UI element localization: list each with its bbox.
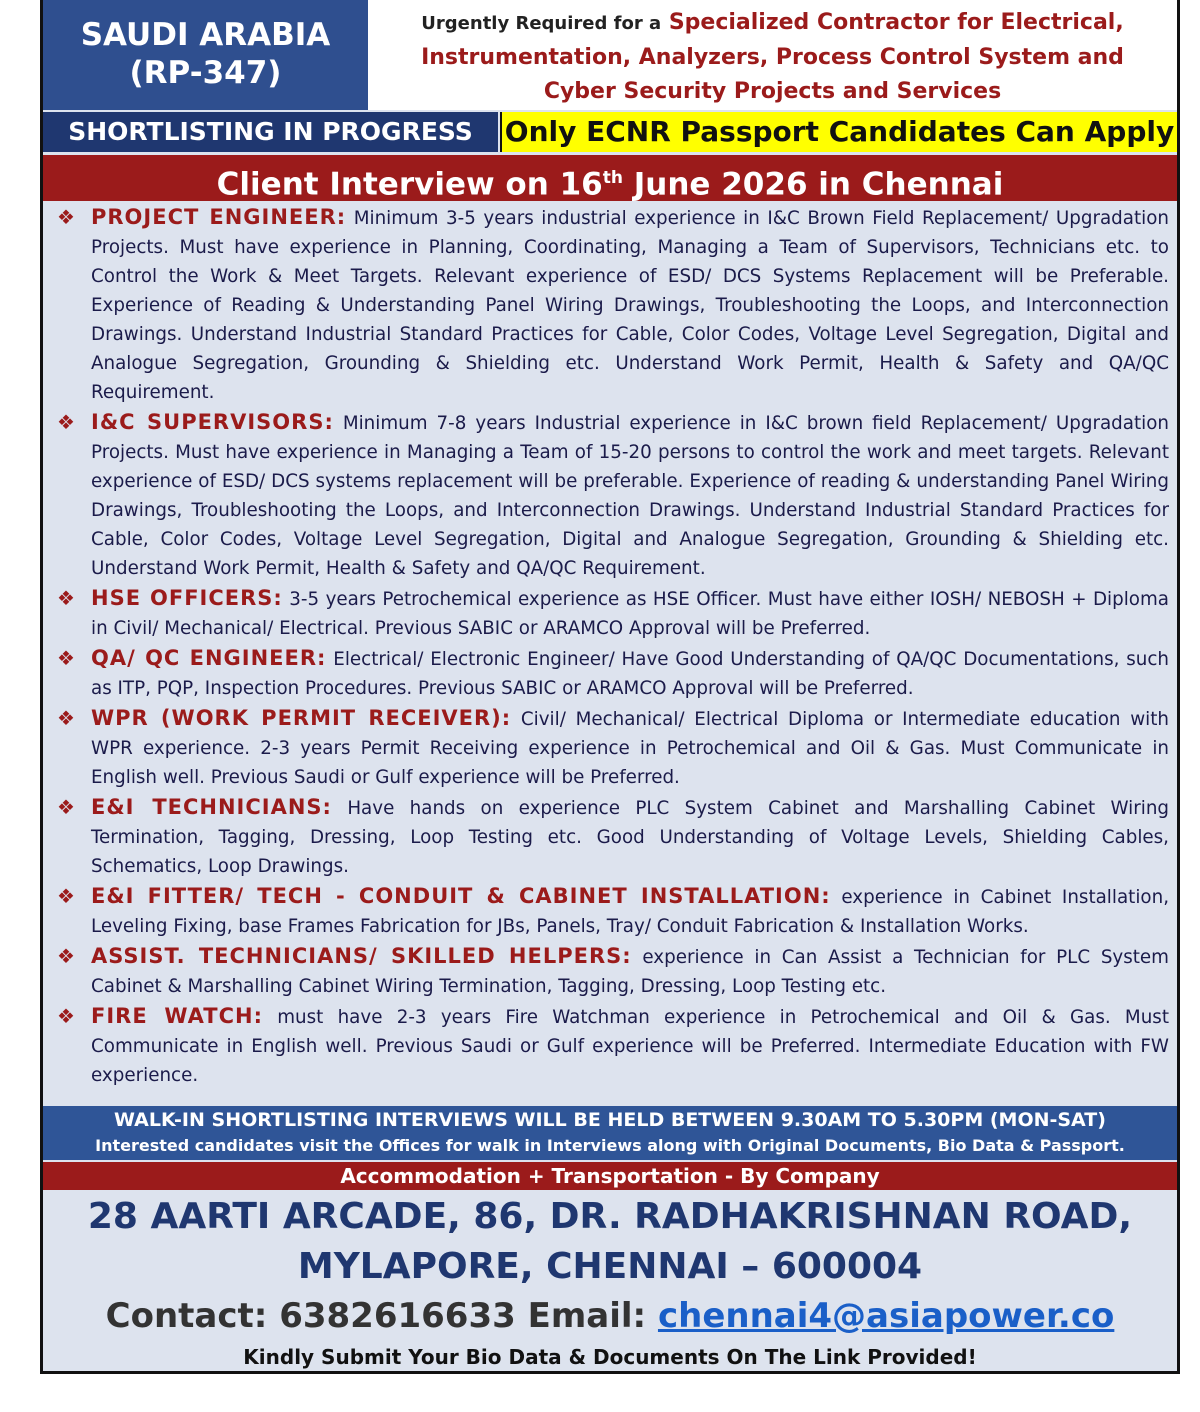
job-description: Civil/ Mechanical/ Electrical Diploma or Intermediate education with WPR experience. 2-3 years Permit Receiving experience in Petrochemical and Oil & Gas. Must Communicate in English well. Previous Saudi or Gulf experience will be Preferred. [91,709,1169,788]
diamond-bullet-icon: ❖ [57,884,75,908]
reference-code: (RP-347) [129,55,282,91]
client-line-2: Instrumentation, Analyzers, Process Control System and [421,45,1124,70]
job-description: Minimum 3-5 years industrial experience in I&C Brown Field Replacement/ Upgradation Projects. Must have experience in Planning, Coordinating, Managing a Team of Supervisors, Technicians etc. to Control the Work & Meet Targets. Relevant experience of ESD/ DCS Systems Replacement will be Preferable. Experience of Reading & Understanding Panel Wiring Drawings, Troubleshooting the Loops, and Interconnection Drawings. Understand Industrial Standard Practices for Cable, Color Codes, Voltage Level Segregation, Digital and Analogue Segregation, Grounding & Shielding etc. Understand Work Permit, Health & Safety and QA/QC Requirement. [91,208,1169,403]
job-title: WPR (WORK PERMIT RECEIVER): [91,706,512,730]
job-advertisement [40,0,1180,1374]
job-item [51,942,1169,1001]
walkin-banner [43,1106,1177,1160]
walkin-hours: WALK-IN SHORTLISTING INTERVIEWS WILL BE HELD BETWEEN 9.30AM TO 5.30PM (MON-SAT) [114,1109,1106,1131]
job-description: 3-5 years Petrochemical experience as HSE Officer. Must have either IOSH/ NEBOSH + Diploma in Civil/ Mechanical/ Electrical. Previous SABIC or ARAMCO Approval will be Preferred. [91,589,1169,639]
job-list [51,203,1169,1091]
job-title: I&C SUPERVISORS: [91,410,334,434]
job-title: PROJECT ENGINEER: [91,205,347,229]
interview-prefix: Client Interview on 16 [216,166,603,203]
email-link[interactable]: chennai4@asiapower.co [657,1296,1115,1336]
job-title: E&I TECHNICIANS: [91,795,332,819]
job-title: HSE OFFICERS: [91,586,283,610]
job-description: Minimum 7-8 years Industrial experience in I&C brown field Replacement/ Upgradation Projects. Must have experience in Managing a Team of 15-20 persons to control the work and meet targets. Relevant experience of ESD/ DCS systems replacement will be preferable. Experience of reading & understanding Panel Wiring Drawings, Troubleshooting the Loops, and Interconnection Drawings. Understand Industrial Standard Practices for Cable, Color Codes, Voltage Level Segregation, Digital and Analogue Segregation, Grounding & Shielding etc. Understand Work Permit, Health & Safety and QA/QC Requirement. [91,413,1169,579]
interview-rest: June 2026 in Chennai [622,166,1004,203]
country-title: SAUDI ARABIA [80,17,331,53]
interview-banner [43,155,1177,201]
job-item [51,203,1169,407]
client-description [368,0,1177,110]
job-item [51,644,1169,703]
walkin-instructions: Interested candidates visit the Offices for walk in Interviews along with Original Documents, Bio Data & Passport. [95,1136,1125,1155]
job-item [51,793,1169,881]
diamond-bullet-icon: ❖ [57,586,75,610]
job-title: ASSIST. TECHNICIANS/ SKILLED HELPERS: [91,944,632,968]
submit-note: Kindly Submit Your Bio Data & Documents On The Link Provided! [243,1345,977,1369]
diamond-bullet-icon: ❖ [57,795,75,819]
job-description: experience in Cabinet Installation, Leveling Fixing, base Frames Fabrication for JBs, Panels, Tray/ Conduit Fabrication & Installation Works. [91,887,1169,937]
office-address [43,1192,1177,1292]
job-title: E&I FITTER/ TECH - CONDUIT & CABINET INSTALLATION: [91,884,831,908]
diamond-bullet-icon: ❖ [57,205,75,229]
diamond-bullet-icon: ❖ [57,410,75,434]
client-line-1: Specialized Contractor for Electrical, [668,10,1124,35]
contact-label: Contact: 6382616633 Email: [105,1296,647,1336]
diamond-bullet-icon: ❖ [57,646,75,670]
shortlisting-banner: SHORTLISTING IN PROGRESS [43,112,498,152]
job-item [51,704,1169,792]
address-line-2: MYLAPORE, CHENNAI – 600004 [297,1246,923,1287]
job-description: Have hands on experience PLC System Cabinet and Marshalling Cabinet Wiring Termination, Tagging, Dressing, Loop Testing etc. Good Understanding of Voltage Levels, Shielding Cables, Schematics, Loop Drawings. [91,798,1170,877]
address-line-1: 28 AARTI ARCADE, 86, DR. RADHAKRISHNAN ROAD, [87,1196,1133,1237]
ecnr-banner: Only ECNR Passport Candidates Can Apply [500,112,1177,152]
job-item [51,408,1169,583]
diamond-bullet-icon: ❖ [57,944,75,968]
job-item [51,1002,1169,1090]
job-item [51,584,1169,643]
lead-text: Urgently Required for a [421,13,662,34]
diamond-bullet-icon: ❖ [57,1004,75,1028]
job-description: must have 2-3 years Fire Watchman experience in Petrochemical and Oil & Gas. Must Communicate in English well. Previous Saudi or Gulf experience will be Preferred. Intermediate Education with FW experience. [91,1007,1169,1086]
client-line-3: Cyber Security Projects and Services [543,79,1002,104]
interview-suffix: th [602,168,623,188]
contact-line [43,1293,1177,1339]
country-block [43,0,368,110]
diamond-bullet-icon: ❖ [57,706,75,730]
job-description: Electrical/ Electronic Engineer/ Have Good Understanding of QA/QC Documentations, such as ITP, PQP, Inspection Procedures. Previous SABIC or ARAMCO Approval will be Preferred. [91,649,1170,699]
accommodation-banner: Accommodation + Transportation - By Company [43,1162,1177,1190]
job-description: experience in Can Assist a Technician for PLC System Cabinet & Marshalling Cabinet Wiring Termination, Tagging, Dressing, Loop Testing etc. [91,947,1169,997]
job-title: FIRE WATCH: [91,1004,263,1028]
job-item [51,882,1169,941]
job-title: QA/ QC ENGINEER: [91,646,327,670]
